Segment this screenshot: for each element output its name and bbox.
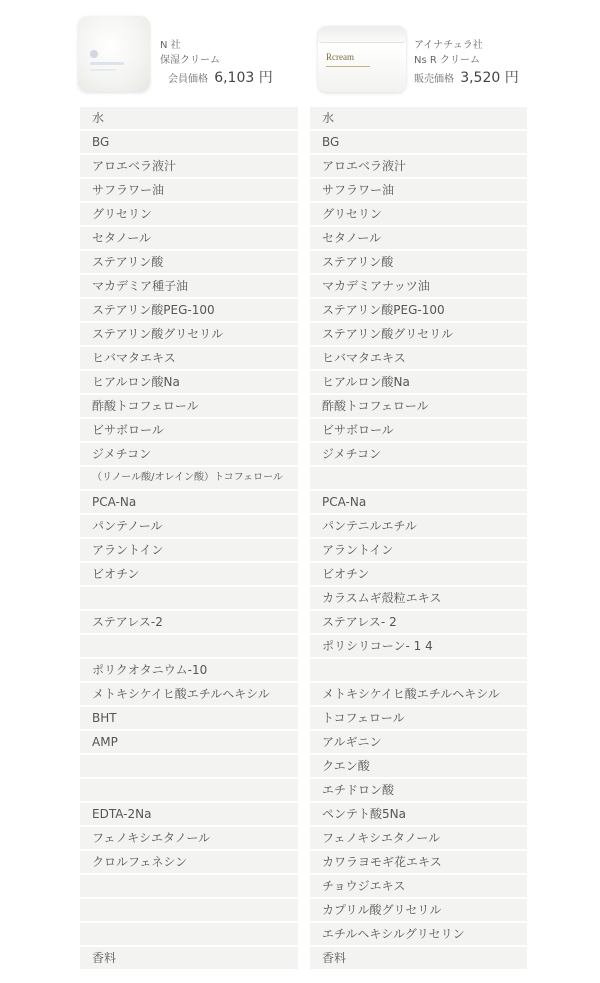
ingredient-cell-right: ビサボロール: [310, 419, 527, 441]
ingredient-cell-right: ペンテト酸5Na: [310, 803, 527, 825]
ingredient-row: [0, 466, 600, 490]
ingredient-cell-right: 水: [310, 107, 527, 129]
ingredient-row: [0, 562, 600, 586]
ingredient-cell-left: AMP: [80, 731, 298, 753]
ingredient-cell-right: ポリシリコーン- 1 4: [310, 635, 527, 657]
ingredient-cell-left: [80, 875, 298, 897]
ingredient-cell-left: ビオチン: [80, 563, 298, 585]
ingredient-cell-right: クエン酸: [310, 755, 527, 777]
ingredient-row: [0, 202, 600, 226]
price-row: [414, 71, 519, 87]
ingredient-row: [0, 538, 600, 562]
ingredient-cell-right: ステアリン酸グリセリル: [310, 323, 527, 345]
price-row: [168, 71, 273, 87]
ingredient-cell-left: アラントイン: [80, 539, 298, 561]
product-n-company: [78, 0, 298, 104]
ingredient-row: [0, 634, 600, 658]
ingredient-cell-right: エチドロン酸: [310, 779, 527, 801]
ingredient-row: [0, 850, 600, 874]
ingredient-cell-right: フェノキシエタノール: [310, 827, 527, 849]
ingredient-row: [0, 610, 600, 634]
ingredient-cell-left: マカデミア種子油: [80, 275, 298, 297]
ingredient-row: [0, 106, 600, 130]
ingredient-cell-right: ジメチコン: [310, 443, 527, 465]
ingredient-row: [0, 682, 600, 706]
price-label: 会員価格: [168, 74, 208, 85]
ingredient-cell-left: BG: [80, 131, 298, 153]
ingredient-comparison-table: [0, 106, 600, 970]
jar-lid: [318, 26, 406, 43]
ingredient-row: [0, 802, 600, 826]
cream-jar-image: [78, 16, 150, 92]
ingredient-cell-left: （リノール酸/オレイン酸）トコフェロール: [80, 467, 298, 489]
ingredient-row: [0, 346, 600, 370]
ingredient-row: [0, 946, 600, 970]
ingredient-cell-left: [80, 779, 298, 801]
ingredient-cell-left: フェノキシエタノール: [80, 827, 298, 849]
ingredient-cell-right: グリセリン: [310, 203, 527, 225]
ingredient-row: [0, 706, 600, 730]
ingredient-row: [0, 178, 600, 202]
price-value: 3,520 円: [460, 70, 519, 86]
ingredient-row: [0, 274, 600, 298]
ingredient-cell-right: カラスムギ殻粒エキス: [310, 587, 527, 609]
ingredient-cell-left: ステアレス-2: [80, 611, 298, 633]
ingredient-cell-right: 酢酸トコフェロール: [310, 395, 527, 417]
ingredient-row: [0, 874, 600, 898]
ingredient-cell-left: ヒアルロン酸Na: [80, 371, 298, 393]
price-value: 6,103 円: [214, 70, 273, 86]
ingredient-cell-left: 香料: [80, 947, 298, 969]
ingredient-cell-left: サフラワー油: [80, 179, 298, 201]
ingredient-cell-left: メトキシケイヒ酸エチルヘキシル: [80, 683, 298, 705]
ingredient-row: [0, 418, 600, 442]
product-maker: アイナチュラ社: [414, 40, 483, 51]
ingredient-row: [0, 394, 600, 418]
ingredient-cell-left: 酢酸トコフェロール: [80, 395, 298, 417]
ingredient-row: [0, 490, 600, 514]
ingredient-cell-left: BHT: [80, 707, 298, 729]
ingredient-cell-left: セタノール: [80, 227, 298, 249]
jar-label-line: [90, 69, 116, 71]
ingredient-cell-left: [80, 923, 298, 945]
ingredient-row: [0, 370, 600, 394]
ingredient-row: [0, 658, 600, 682]
ingredient-cell-left: ステアリン酸PEG-100: [80, 299, 298, 321]
jar-logo-mark: [90, 50, 98, 58]
ingredient-cell-right: サフラワー油: [310, 179, 527, 201]
jar-label-line: [90, 62, 124, 65]
ingredient-cell-left: [80, 899, 298, 921]
ingredient-cell-left: EDTA-2Na: [80, 803, 298, 825]
ingredient-row: [0, 730, 600, 754]
ingredient-cell-left: PCA-Na: [80, 491, 298, 513]
ingredient-cell-right: ビオチン: [310, 563, 527, 585]
jar-gold-line: [326, 66, 370, 67]
ingredient-row: [0, 922, 600, 946]
ingredient-cell-left: [80, 587, 298, 609]
ingredient-cell-right: カワラヨモギ花エキス: [310, 851, 527, 873]
product-maker: N 社: [160, 40, 181, 51]
product-name: Ns R クリーム: [414, 55, 480, 66]
ingredient-cell-left: ステアリン酸グリセリル: [80, 323, 298, 345]
ingredient-cell-right: ステアリン酸PEG-100: [310, 299, 527, 321]
ingredient-row: [0, 442, 600, 466]
ingredient-cell-right: チョウジエキス: [310, 875, 527, 897]
ingredient-cell-left: ステアリン酸: [80, 251, 298, 273]
ingredient-row: [0, 226, 600, 250]
ingredient-cell-right: アラントイン: [310, 539, 527, 561]
ingredient-cell-left: グリセリン: [80, 203, 298, 225]
ingredient-row: [0, 778, 600, 802]
ingredient-cell-right: アロエベラ液汁: [310, 155, 527, 177]
price-label: 販売価格: [414, 74, 454, 85]
ingredient-row: [0, 154, 600, 178]
ingredient-cell-left: [80, 635, 298, 657]
product-header: [0, 0, 600, 104]
ingredient-cell-right: メトキシケイヒ酸エチルヘキシル: [310, 683, 527, 705]
ingredient-cell-left: パンテノール: [80, 515, 298, 537]
ingredient-cell-right: カプリル酸グリセリル: [310, 899, 527, 921]
ingredient-row: [0, 250, 600, 274]
ingredient-row: [0, 898, 600, 922]
ingredient-cell-right: アルギニン: [310, 731, 527, 753]
product-info: [414, 38, 519, 87]
ingredient-row: [0, 826, 600, 850]
jar-brand-text: Rcream: [326, 52, 354, 62]
product-name: 保湿クリーム: [160, 55, 220, 66]
ingredient-cell-right: ヒバマタエキス: [310, 347, 527, 369]
ingredient-row: [0, 586, 600, 610]
ingredient-cell-right: ステアリン酸: [310, 251, 527, 273]
ingredient-cell-right: 香料: [310, 947, 527, 969]
ingredient-cell-right: エチルヘキシルグリセリン: [310, 923, 527, 945]
ingredient-cell-right: トコフェロール: [310, 707, 527, 729]
ingredient-cell-left: クロルフェネシン: [80, 851, 298, 873]
ingredient-row: [0, 322, 600, 346]
ingredient-cell-left: アロエベラ液汁: [80, 155, 298, 177]
ingredient-cell-right: [310, 659, 527, 681]
ingredient-cell-right: ステアレス- 2: [310, 611, 527, 633]
ingredient-cell-right: BG: [310, 131, 527, 153]
ingredient-row: [0, 130, 600, 154]
ingredient-cell-right: マカデミアナッツ油: [310, 275, 527, 297]
ingredient-cell-right: PCA-Na: [310, 491, 527, 513]
cream-jar-image: [318, 26, 406, 92]
ingredient-cell-left: ジメチコン: [80, 443, 298, 465]
ingredient-row: [0, 754, 600, 778]
ingredient-cell-right: セタノール: [310, 227, 527, 249]
ingredient-cell-left: ビサボロール: [80, 419, 298, 441]
ingredient-cell-left: ヒバマタエキス: [80, 347, 298, 369]
ingredient-cell-right: ヒアルロン酸Na: [310, 371, 527, 393]
ingredient-row: [0, 298, 600, 322]
product-inatura: [316, 0, 536, 104]
ingredient-row: [0, 514, 600, 538]
ingredient-cell-right: パンテニルエチル: [310, 515, 527, 537]
product-info: [160, 38, 273, 87]
ingredient-cell-left: [80, 755, 298, 777]
ingredient-cell-right: [310, 467, 527, 489]
ingredient-cell-left: 水: [80, 107, 298, 129]
ingredient-cell-left: ポリクオタニウム-10: [80, 659, 298, 681]
